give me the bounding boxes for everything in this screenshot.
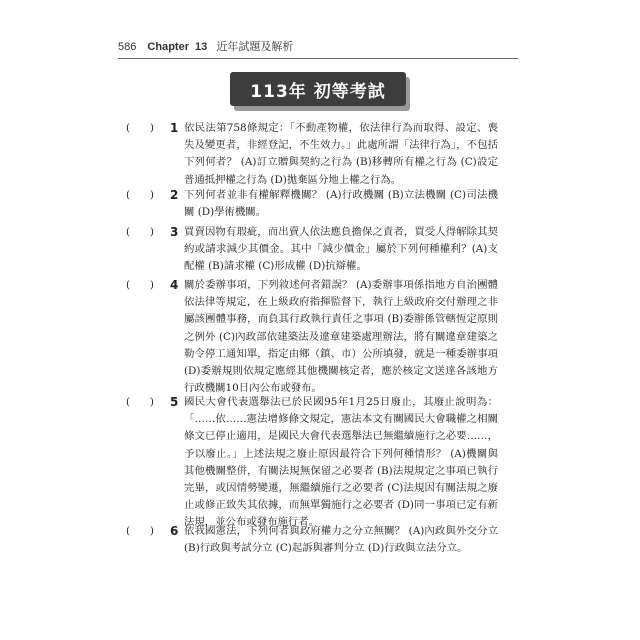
question-number: 4	[170, 278, 179, 292]
page-number: 586	[118, 41, 137, 53]
answer-blank: ( )	[126, 396, 154, 408]
question-text: 下列何者並非有權解釋機關？ (A)行政機關 (B)立法機關 (C)司法機關 (D)學術機關。	[184, 189, 498, 219]
answer-blank: ( )	[126, 226, 154, 238]
banner-box	[230, 72, 406, 106]
question-number: 2	[170, 188, 179, 202]
answer-blank: ( )	[126, 279, 154, 291]
question-number: 5	[170, 395, 179, 409]
chapter-number: 13	[195, 41, 208, 53]
question-number: 3	[170, 225, 179, 239]
answer-blank: ( )	[126, 525, 154, 537]
chapter-label: Chapter	[147, 41, 189, 53]
question-number: 6	[170, 524, 179, 538]
chapter-title: 近年試題及解析	[216, 41, 294, 53]
running-header	[118, 38, 293, 54]
question-text: 買賣因物有瑕疵，而出賣人依法應負擔保之責者，買受人得解除其契約或請求減少其價金。其中「減少價金」屬於下列何種權利？(A)支配權 (B)請求權 (C)形成權 (D)抗辯權。	[184, 226, 498, 273]
question-text: 依我國憲法，下列何者與政府權力之分立無關？ (A)內政與外交分立 (B)行政與考試分立 (C)起訴與審判分立 (D)行政與立法分立。	[184, 525, 498, 555]
answer-blank: ( )	[126, 122, 154, 134]
section-banner	[230, 72, 410, 112]
question-text: 關於委辦事項，下列敘述何者錯誤？ (A)委辦事項係指地方自治團體依法律等規定，在上級政府指揮監督下，執行上級政府交付辦理之非屬該團體事務，而負其行政執行責任之事項 (B)委辦係管轄恆定原則之例外 (C)內政部依建築法及違章建築處理辦法，將有關違章建築之勒令停工通知單，指定由鄉（鎮、市）公所填發，就是一種委辦事項 (D)委辦規則依規定應經其他機關核定者，應於核定文送達各該地方行政機關10日內公布或發布。	[184, 279, 498, 395]
answer-blank: ( )	[126, 189, 154, 201]
question-text: 國民大會代表選舉法已於民國95年1月25日廢止，其廢止說明為：「……依……憲法增修條文規定，憲法本文有關國民大會職權之相關條文已停止適用，是國民大會代表選舉法已無繼續施行之必要……，予以廢止。」上述法規之廢止原因最符合下列何種情形？ (A)機關與其他機關整併，有關法規無保留之必要者 (B)法規規定之事項已執行完畢，或因情勢變遷，無繼續施行之必要者 (C)法規因有關法規之廢止或修正致失其依據，而無單獨施行之必要者 (D)同一事項已定有新法規，並公布或發布施行者。	[184, 396, 498, 529]
question-number: 1	[170, 121, 179, 135]
question-text: 依民法第758條規定：「不動產物權，依法律行為而取得、設定、喪失及變更者，非經登記，不生效力。」此處所謂「法律行為」，不包括下列何者？ (A)訂立贈與契約之行為 (B)移轉所有權之行為 (C)設定普通抵押權之行為 (D)拋棄區分地上權之行為。	[184, 122, 498, 186]
banner-title: 113年 初等考試	[250, 81, 386, 102]
header-divider	[118, 58, 518, 59]
